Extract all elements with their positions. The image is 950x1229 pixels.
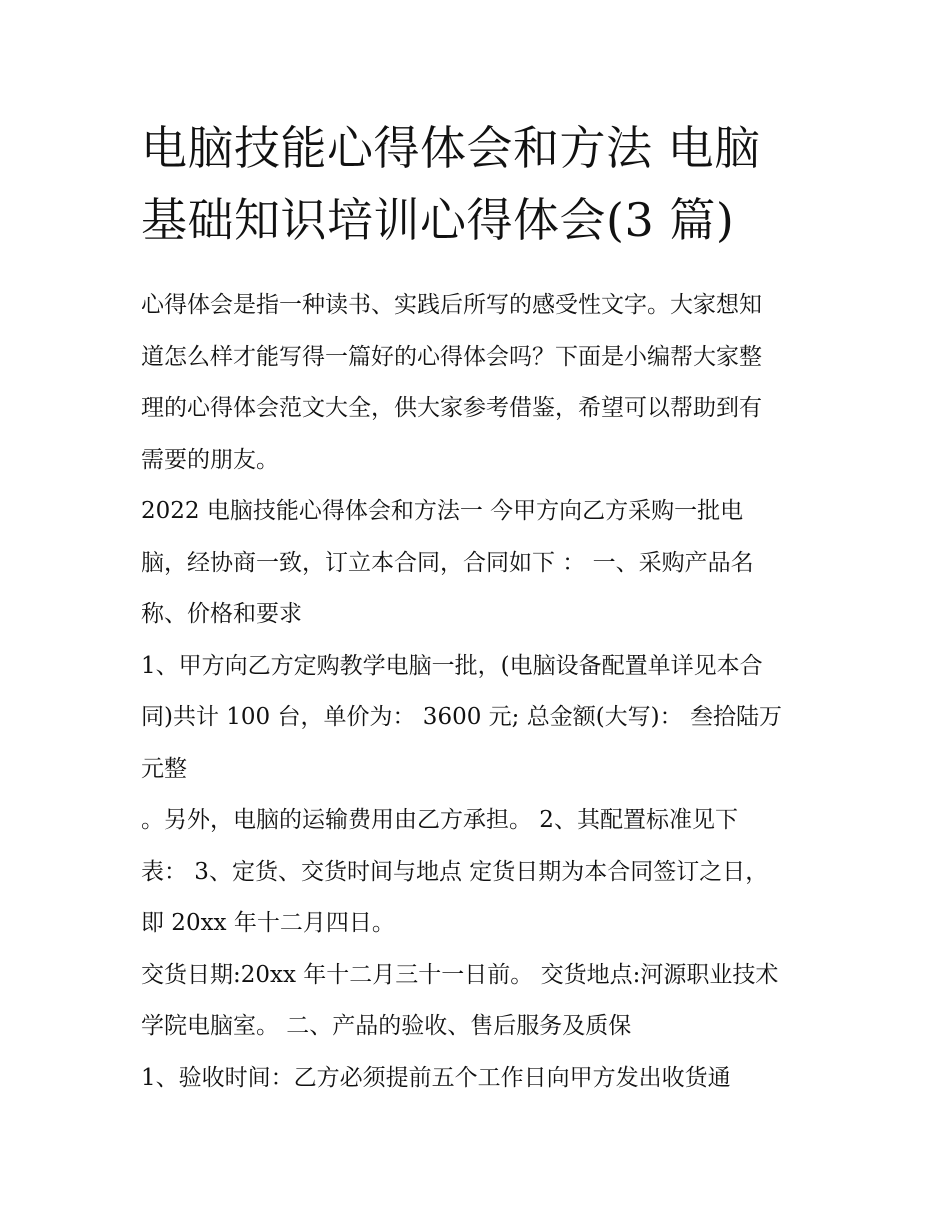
text-line: 道怎么样才能写得一篇好的心得体会吗？下面是小编帮大家整 [141, 343, 762, 370]
title-line: 电脑技能心得体会和方法 电脑 [141, 121, 761, 175]
text-line: 。另外，电脑的运输费用由乙方承担。 2、其配置标准见下 [141, 807, 738, 833]
text-line: 学院电脑室。 二、产品的验收、售后服务及质保 [141, 1013, 632, 1039]
text-line: 称、价格和要求 [141, 601, 302, 627]
paragraph-delivery [141, 950, 821, 1053]
text-line: 交货日期:20xx 年十二月三十一日前。 交货地点:河源职业技术 [141, 961, 779, 988]
title-line: 基础知识培训心得体会(3 篇) [141, 193, 735, 247]
text-line: 理的心得体会范文大全，供大家参考借鉴，希望可以帮助到有 [141, 395, 762, 421]
paragraph-item-1 [141, 641, 821, 796]
text-line: 1、验收时间：乙方必须提前五个工作日向甲方发出收货通 [141, 1064, 731, 1091]
text-line: 即 20xx 年十二月四日。 [141, 910, 395, 936]
text-line: 需要的朋友。 [141, 446, 279, 473]
text-line: 表： 3、定货、交货时间与地点 定货日期为本合同签订之日， [141, 858, 769, 885]
text-line: 同)共计 100 台，单价为： 3600 元; 总金额(大写)： 叁拾陆万 [141, 704, 782, 730]
document-body [141, 280, 821, 1104]
text-line: 脑，经协商一致，订立本合同，合同如下 ： 一、采购产品名 [141, 549, 754, 576]
paragraph-acceptance [141, 1053, 821, 1105]
text-line: 1、甲方向乙方定购教学电脑一批，(电脑设备配置单详见本合 [141, 652, 763, 679]
text-line: 元整 [141, 755, 187, 782]
document-title [141, 112, 821, 256]
paragraph-item-2-3 [141, 795, 821, 950]
text-line: 心得体会是指一种读书、实践后所写的感受性文字。大家想知 [141, 292, 762, 318]
paragraph-section-one [141, 486, 821, 641]
paragraph-intro [141, 280, 821, 486]
text-line: 2022 电脑技能心得体会和方法一 今甲方向乙方采购一批电 [141, 498, 744, 524]
